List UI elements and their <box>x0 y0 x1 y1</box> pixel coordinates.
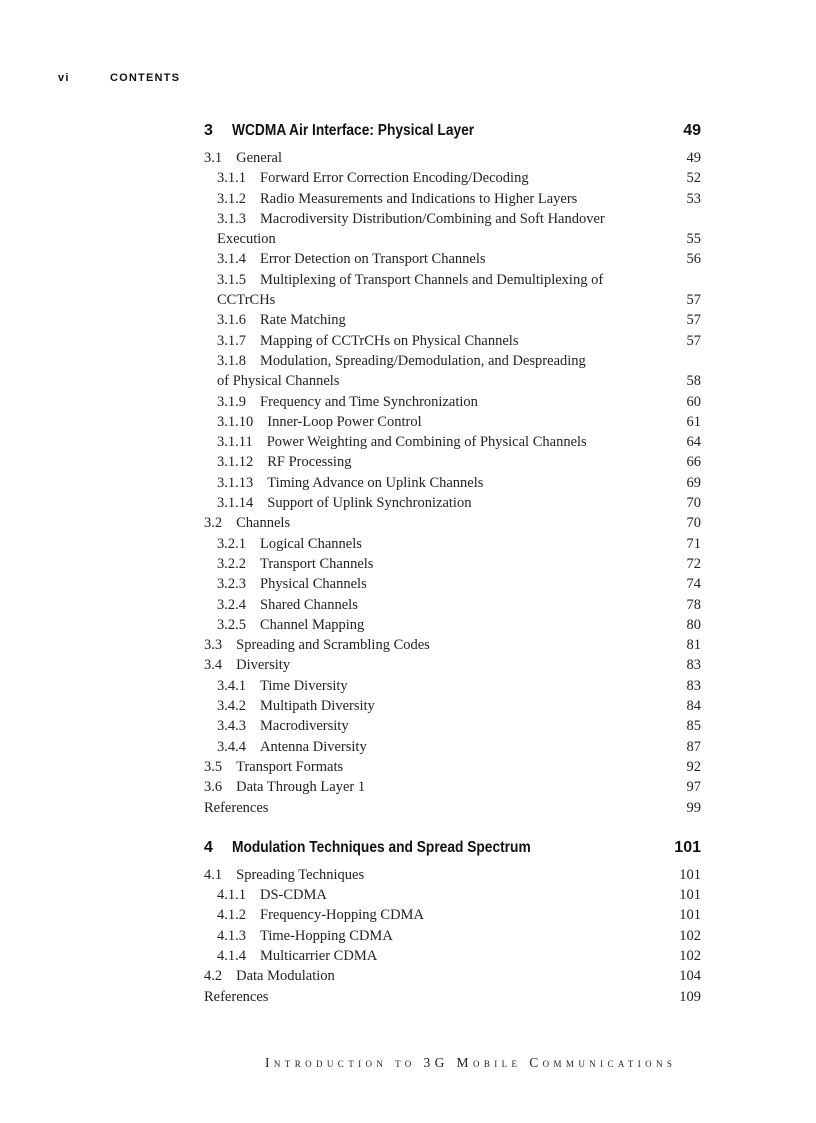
toc-entry <box>204 249 701 269</box>
entry-text <box>204 966 701 986</box>
toc-entry <box>204 966 701 986</box>
toc-entry <box>204 798 701 818</box>
toc-entry <box>204 595 701 615</box>
entry-text <box>217 574 701 594</box>
chapter-number: 4 <box>204 838 213 856</box>
toc-entry <box>204 513 701 533</box>
section-title: Time Diversity <box>260 677 348 694</box>
section-title: Support of Uplink Synchronization <box>267 495 472 512</box>
section-number: 3.2.4 <box>217 596 246 613</box>
entry-text <box>217 716 701 736</box>
entry-page: 92 <box>686 758 701 775</box>
entry-page: 61 <box>686 413 701 430</box>
chapter-heading <box>204 118 701 144</box>
entry-text <box>217 615 701 635</box>
entry-text <box>204 655 701 675</box>
entry-page: 102 <box>679 927 701 944</box>
section-number: 3.4 <box>204 657 223 674</box>
chapter-heading <box>204 835 701 861</box>
entry-text <box>217 885 701 905</box>
section-number: 3.1.7 <box>217 332 246 349</box>
toc-entry <box>204 737 701 757</box>
section-number: 4.1 <box>204 866 223 883</box>
section-number: 3.5 <box>204 758 223 775</box>
entry-page: 81 <box>686 637 701 654</box>
section-number: 3.6 <box>204 779 223 796</box>
entry-text <box>217 676 701 696</box>
entry-text <box>217 249 701 269</box>
entry-page: 58 <box>686 373 701 390</box>
entry-text <box>217 432 701 452</box>
entry-text <box>217 331 701 351</box>
toc-entry <box>204 615 701 635</box>
entry-page: 80 <box>686 616 701 633</box>
section-title: Multiplexing of Transport Channels and Demultiplexing of <box>260 271 604 288</box>
toc-entry <box>204 148 701 168</box>
section-number: 3.1.13 <box>217 474 254 491</box>
section-number: 3.2.1 <box>217 535 246 552</box>
entry-page: 57 <box>686 292 701 309</box>
entry-page: 97 <box>686 779 701 796</box>
entry-text <box>217 534 701 554</box>
entry-page: 78 <box>686 596 701 613</box>
entry-page: 53 <box>686 190 701 207</box>
section-title: References <box>204 799 269 816</box>
entry-page: 83 <box>686 677 701 694</box>
section-number: 3.1.8 <box>217 352 246 369</box>
toc-entry <box>204 946 701 966</box>
entry-page: 101 <box>679 887 701 904</box>
section-title: Logical Channels <box>260 535 362 552</box>
section-title: Spreading Techniques <box>236 866 365 883</box>
entry-page: 101 <box>679 866 701 883</box>
entry-page: 57 <box>686 312 701 329</box>
section-number: 3.2.2 <box>217 555 246 572</box>
section-title: Spreading and Scrambling Codes <box>236 637 430 654</box>
toc-entry <box>204 757 701 777</box>
entry-text <box>217 168 701 188</box>
entry-page: 57 <box>686 332 701 349</box>
entry-text <box>217 905 701 925</box>
entry-text <box>204 148 701 168</box>
entry-page: 60 <box>686 393 701 410</box>
toc-entry <box>204 168 701 188</box>
section-title: Modulation, Spreading/Demodulation, and Despreading <box>260 352 586 369</box>
section-number: 3.3 <box>204 637 223 654</box>
book-title-footer: Introduction to 3G Mobile Communications <box>265 1055 677 1070</box>
entry-text <box>217 696 701 716</box>
entry-page: 85 <box>686 718 701 735</box>
chapter-title: WCDMA Air Interface: Physical Layer <box>232 122 475 139</box>
toc-entry <box>204 310 701 330</box>
section-number: 4.1.4 <box>217 947 246 964</box>
chapter-title: Modulation Techniques and Spread Spectrum <box>232 838 531 856</box>
entry-text <box>217 926 701 946</box>
toc-entry <box>204 392 701 412</box>
section-number: 3.2.5 <box>217 616 246 633</box>
entry-text <box>217 412 701 432</box>
toc-entry <box>204 635 701 655</box>
entry-text <box>217 270 701 311</box>
entry-text <box>217 452 701 472</box>
section-title: Physical Channels <box>260 576 367 593</box>
section-title: Error Detection on Transport Channels <box>260 251 486 268</box>
entry-page: 66 <box>686 454 701 471</box>
section-title: Data Modulation <box>236 968 335 985</box>
section-number: 4.2 <box>204 968 223 985</box>
entry-text <box>204 798 701 818</box>
section-number: 3.1.1 <box>217 170 246 187</box>
section-title: General <box>236 150 283 166</box>
section-title: Frequency-Hopping CDMA <box>260 907 424 924</box>
page-number: vi <box>58 72 70 84</box>
section-number: 3.4.1 <box>217 677 246 694</box>
section-number: 3.1.6 <box>217 312 246 329</box>
section-title: DS-CDMA <box>260 887 327 904</box>
entry-page: 52 <box>686 170 701 187</box>
section-number: 3.1.3 <box>217 210 246 227</box>
entry-text <box>204 865 701 885</box>
section-number: 3.4.2 <box>217 698 246 715</box>
section-number: 3.1.2 <box>217 190 246 207</box>
toc-entry <box>204 777 701 797</box>
section-title: Macrodiversity <box>260 718 349 735</box>
toc-entry <box>204 926 701 946</box>
section-title: Time-Hopping CDMA <box>260 927 393 944</box>
toc-entry <box>204 493 701 513</box>
entry-page: 99 <box>686 799 701 816</box>
section-number: 3.2.3 <box>217 576 246 593</box>
entry-page: 71 <box>686 535 701 552</box>
entry-page: 70 <box>686 515 701 532</box>
section-title: Frequency and Time Synchronization <box>260 393 478 410</box>
section-title: Channel Mapping <box>260 616 365 633</box>
entry-text <box>217 554 701 574</box>
toc-entry <box>204 331 701 351</box>
toc-entry <box>204 716 701 736</box>
section-title: Transport Formats <box>236 758 344 775</box>
section-number: 4.1.2 <box>217 907 246 924</box>
entry-page: 101 <box>679 907 701 924</box>
entry-page: 64 <box>686 434 701 451</box>
chapter-block <box>204 835 701 1007</box>
entry-page: 55 <box>686 231 701 248</box>
section-title: Radio Measurements and Indications to Higher Layers <box>260 190 578 207</box>
section-title: Mapping of CCTrCHs on Physical Channels <box>260 332 519 349</box>
section-title: Shared Channels <box>260 596 358 613</box>
section-title-continued: Execution <box>217 231 276 248</box>
entry-page: 69 <box>686 474 701 491</box>
chapter-block <box>204 118 701 818</box>
entry-text <box>217 737 701 757</box>
section-number: 3.1.4 <box>217 251 246 268</box>
entry-text <box>217 189 701 209</box>
entry-page: 70 <box>686 495 701 512</box>
section-title: Timing Advance on Uplink Channels <box>267 474 484 491</box>
section-title: Rate Matching <box>260 312 346 329</box>
toc-entry <box>204 574 701 594</box>
entry-page: 109 <box>679 988 701 1005</box>
section-number: 4.1.3 <box>217 927 246 944</box>
entry-text <box>217 946 701 966</box>
section-number: 3.4.4 <box>217 738 246 755</box>
section-title: Antenna Diversity <box>260 738 367 755</box>
toc-entry <box>204 655 701 675</box>
entry-page: 84 <box>686 698 701 715</box>
entry-text <box>217 351 701 392</box>
entry-page: 49 <box>686 150 701 166</box>
section-title: Inner-Loop Power Control <box>267 413 422 430</box>
section-title: Multipath Diversity <box>260 698 375 715</box>
entry-text <box>217 595 701 615</box>
toc-entry <box>204 452 701 472</box>
section-title: Macrodiversity Distribution/Combining and Soft Handover <box>260 210 605 227</box>
chapter-number: 3 <box>204 122 213 139</box>
entry-page: 102 <box>679 947 701 964</box>
toc-entry <box>204 696 701 716</box>
toc-entry <box>204 885 701 905</box>
entry-text <box>217 473 701 493</box>
section-number: 3.1.12 <box>217 454 254 471</box>
toc-entry <box>204 905 701 925</box>
section-number: 3.1.5 <box>217 271 246 288</box>
section-title-continued: of Physical Channels <box>217 373 340 390</box>
section-number: 3.1.10 <box>217 413 254 430</box>
entry-page: 104 <box>679 968 701 985</box>
entry-page: 87 <box>686 738 701 755</box>
running-head-label: CONTENTS <box>110 72 181 84</box>
section-title: Channels <box>236 515 291 532</box>
section-title: References <box>204 988 269 1005</box>
section-number: 3.2 <box>204 515 223 532</box>
toc-entry <box>204 432 701 452</box>
toc-entry <box>204 351 701 392</box>
toc-entry <box>204 270 701 311</box>
section-title: Diversity <box>236 657 291 674</box>
entry-text <box>204 777 701 797</box>
section-number: 3.1.11 <box>217 434 253 451</box>
section-number: 3.1.14 <box>217 495 254 512</box>
toc-entry <box>204 987 701 1007</box>
toc-entry <box>204 676 701 696</box>
toc-entry <box>204 412 701 432</box>
chapter-page: 101 <box>674 838 701 856</box>
table-of-contents <box>204 118 701 1024</box>
toc-entry <box>204 554 701 574</box>
section-title: RF Processing <box>267 454 352 471</box>
entry-text <box>217 392 701 412</box>
section-number: 3.4.3 <box>217 718 246 735</box>
entry-text <box>204 513 701 533</box>
section-title: Forward Error Correction Encoding/Decoding <box>260 170 529 187</box>
entry-page: 56 <box>686 251 701 268</box>
entry-text <box>217 310 701 330</box>
section-title: Data Through Layer 1 <box>236 779 366 796</box>
entry-text <box>217 209 701 250</box>
toc-entry <box>204 189 701 209</box>
toc-entry <box>204 534 701 554</box>
section-title-continued: CCTrCHs <box>217 292 276 309</box>
section-number: 3.1 <box>204 150 223 166</box>
entry-text <box>204 757 701 777</box>
entry-page: 74 <box>686 576 701 593</box>
toc-entry <box>204 473 701 493</box>
entry-page: 72 <box>686 555 701 572</box>
section-title: Power Weighting and Combining of Physical Channels <box>266 434 587 451</box>
section-title: Multicarrier CDMA <box>260 947 378 964</box>
entry-text <box>204 635 701 655</box>
section-title: Transport Channels <box>260 555 374 572</box>
section-number: 3.1.9 <box>217 393 246 410</box>
chapter-page: 49 <box>683 122 701 139</box>
entry-text <box>217 493 701 513</box>
entry-text <box>204 987 701 1007</box>
section-number: 4.1.1 <box>217 887 246 904</box>
entry-page: 83 <box>686 657 701 674</box>
toc-entry <box>204 209 701 250</box>
toc-entry <box>204 865 701 885</box>
